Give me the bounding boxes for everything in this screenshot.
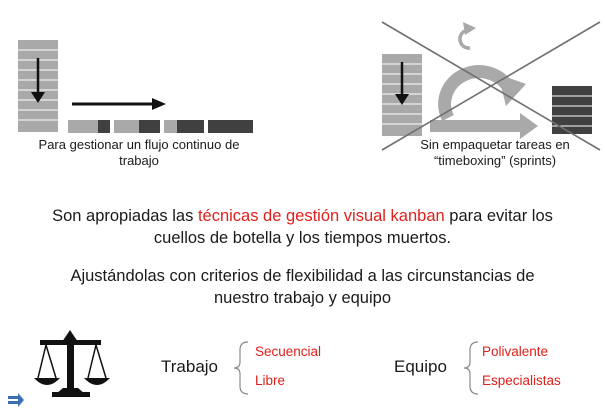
right-caption — [400, 137, 590, 169]
left-caption — [14, 137, 264, 169]
sprint-batch-stack — [552, 86, 592, 134]
kanban-text-pre: Son apropiadas las — [52, 207, 198, 225]
cycle-arrow-icon — [445, 72, 526, 118]
flexibility-paragraph-line1: Ajustándolas con criterios de flexibilidad a las circunstancias de — [70, 267, 535, 285]
right-arrow-icon — [72, 98, 166, 110]
right-caption-line1: Sin empaquetar tareas en — [420, 137, 570, 152]
kanban-paragraph-line2: cuellos de botella y los tiempos muertos. — [153, 229, 452, 247]
kanban-paragraph-line1 — [0, 205, 605, 227]
trabajo-option-libre: Libre — [255, 373, 286, 388]
left-caption-line1: Para gestionar un flujo continuo de — [38, 137, 240, 152]
equipo-label: Equipo — [394, 357, 447, 376]
equipo-brace — [464, 342, 478, 394]
flexibility-paragraph-line2: nuestro trabajo y equipo — [213, 289, 392, 307]
left-caption-line2: trabajo — [119, 153, 159, 168]
trabajo-option-secuencial: Secuencial — [255, 344, 322, 359]
flexibility-paragraph — [0, 265, 605, 309]
kanban-highlight: técnicas de gestión visual kanban — [197, 207, 445, 225]
right-caption-line2: “timeboxing” (sprints) — [433, 153, 557, 168]
equipo-option-polivalente: Polivalente — [482, 344, 549, 359]
kanban-text-post: para evitar los — [444, 207, 553, 225]
equipo-option-especialistas: Especialistas — [482, 373, 561, 388]
trabajo-label: Trabajo — [161, 357, 219, 376]
small-cycle-icon — [460, 22, 476, 48]
flow-blocks — [68, 120, 253, 133]
kanban-paragraph — [0, 205, 605, 249]
trabajo-brace — [234, 342, 248, 394]
nav-arrow-icon[interactable] — [8, 393, 24, 407]
scales-icon — [34, 330, 110, 397]
